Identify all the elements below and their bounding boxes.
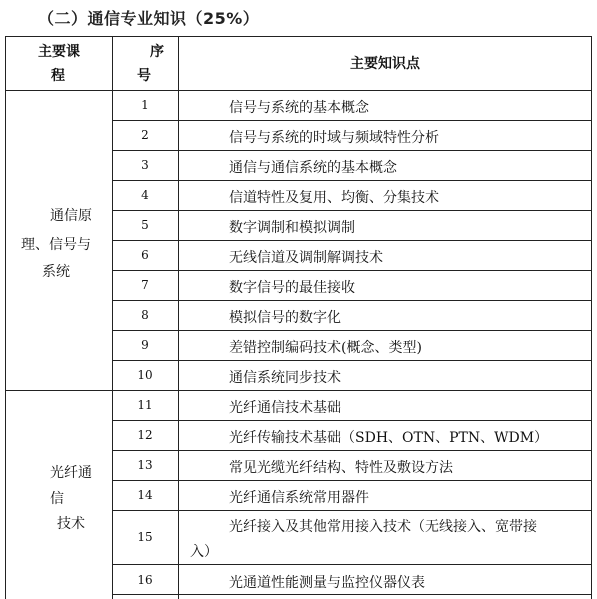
table-border-right [591,36,592,599]
row-index: 6 [141,248,149,262]
row-topic-line1: 光纤接入及其他常用接入技术（无线接入、宽带接 [229,519,537,535]
row-index: 5 [141,218,149,232]
row-index: 14 [137,488,153,502]
header-course-line2: 程 [51,68,65,84]
row-index: 11 [137,398,153,412]
row-topic: 数字调制和模拟调制 [229,220,355,236]
row-index: 8 [141,308,149,322]
row-divider [112,150,592,151]
row-topic: 模拟信号的数字化 [229,310,341,326]
row-index: 1 [141,98,149,112]
group-name-line2: 信 [50,491,64,507]
row-divider [112,120,592,121]
group-name-line1: 通信原 [50,208,92,224]
group-divider [5,390,592,391]
row-divider [112,240,592,241]
row-topic: 光纤传输技术基础（SDH、OTN、PTN、WDM） [229,430,549,446]
row-index: 12 [137,428,153,442]
group-name-line1: 光纤通 [50,465,92,481]
row-index: 16 [137,573,153,587]
row-divider [112,510,592,511]
row-topic: 差错控制编码技术(概念、类型) [229,340,422,356]
row-index: 3 [141,158,149,172]
row-topic: 信号与系统的时域与频域特性分析 [229,130,439,146]
group-name-line3: 系统 [42,264,70,280]
row-topic: 光通道性能测量与监控仪器仪表 [229,575,425,591]
group-name-line2: 理、信号与 [21,237,91,253]
row-divider [112,330,592,331]
row-divider [112,180,592,181]
row-divider [112,564,592,565]
row-topic: 信号与系统的基本概念 [229,100,369,116]
row-index: 10 [137,368,153,382]
row-divider [112,270,592,271]
row-topic: 通信与通信系统的基本概念 [229,160,397,176]
row-divider [112,480,592,481]
row-divider [112,450,592,451]
row-topic: 光纤通信技术基础 [229,400,341,416]
row-index: 13 [137,458,153,472]
row-divider [112,210,592,211]
header-divider [5,90,592,91]
row-divider [112,420,592,421]
group-name-line3: 技术 [57,516,85,532]
header-index-line1: 序 [150,44,164,60]
header-index-line2: 号 [137,68,151,84]
row-topic: 无线信道及调制解调技术 [229,250,383,266]
header-course-line1: 主要课 [38,44,80,60]
section-title: （二）通信专业知识（25%） [38,9,260,28]
column-divider [178,36,179,599]
row-index: 9 [141,338,149,352]
row-index: 7 [141,278,149,292]
row-topic: 数字信号的最佳接收 [229,280,355,296]
row-topic: 常见光缆光纤结构、特性及敷设方法 [229,460,453,476]
row-divider [112,300,592,301]
row-divider [112,594,592,595]
row-topic-line2: 入） [190,544,218,560]
row-index: 4 [141,188,149,202]
row-index: 2 [141,128,149,142]
row-index: 15 [137,530,153,544]
row-topic: 信道特性及复用、均衡、分集技术 [229,190,439,206]
header-topic: 主要知识点 [350,56,420,72]
row-divider [112,360,592,361]
table-border-left [5,36,6,599]
table-border-top [5,36,592,37]
row-topic: 光纤通信系统常用器件 [229,490,369,506]
row-topic: 通信系统同步技术 [229,370,341,386]
